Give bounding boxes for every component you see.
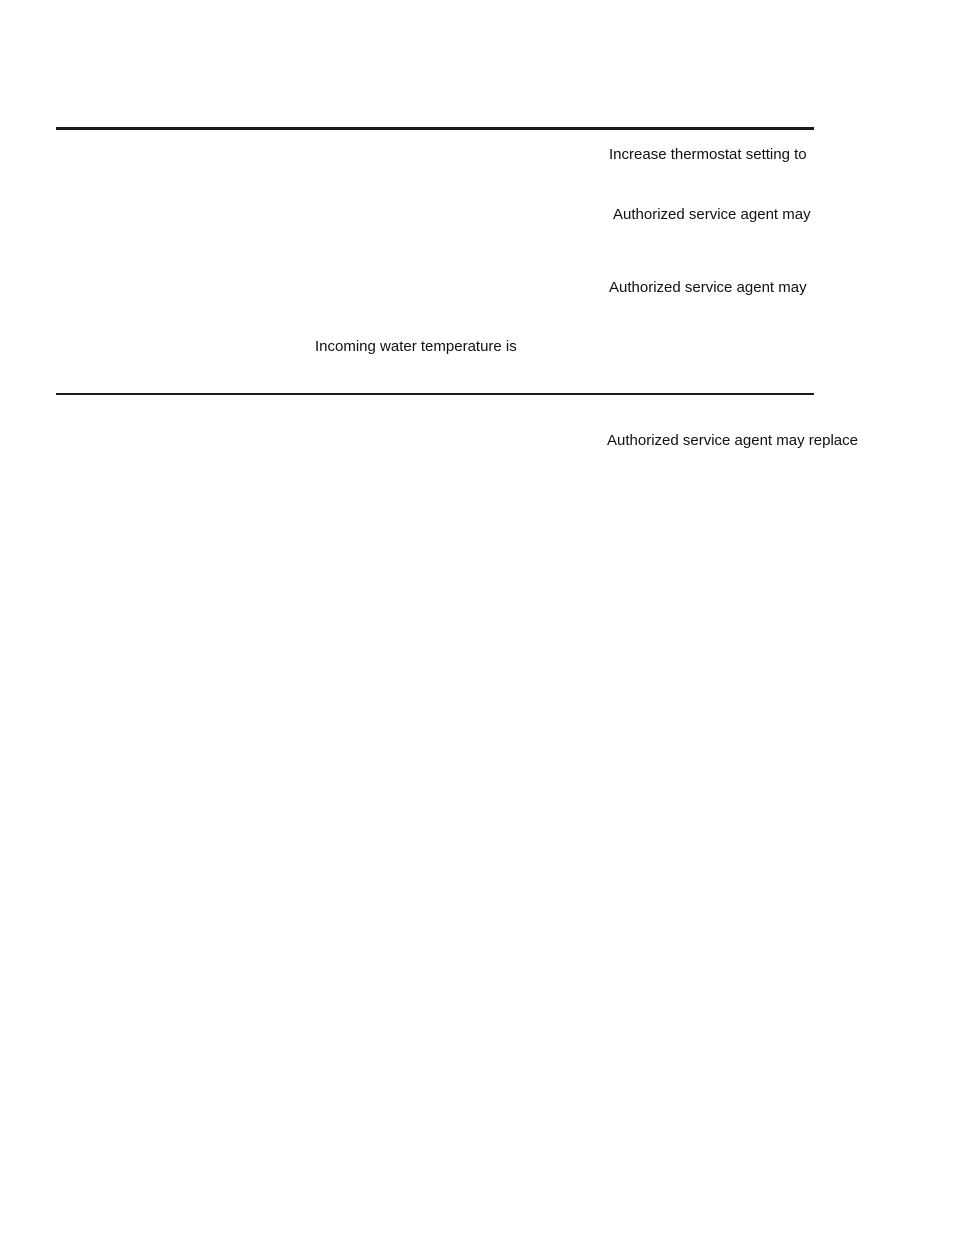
section-divider-rule [56,393,814,395]
table-top-rule [56,127,814,130]
cause-text: Incoming water temperature is [315,338,517,355]
solution-text: Increase thermostat setting to [609,146,807,163]
solution-text: Authorized service agent may [613,206,811,223]
solution-text: Authorized service agent may [609,279,807,296]
solution-text: Authorized service agent may replace [607,432,858,449]
